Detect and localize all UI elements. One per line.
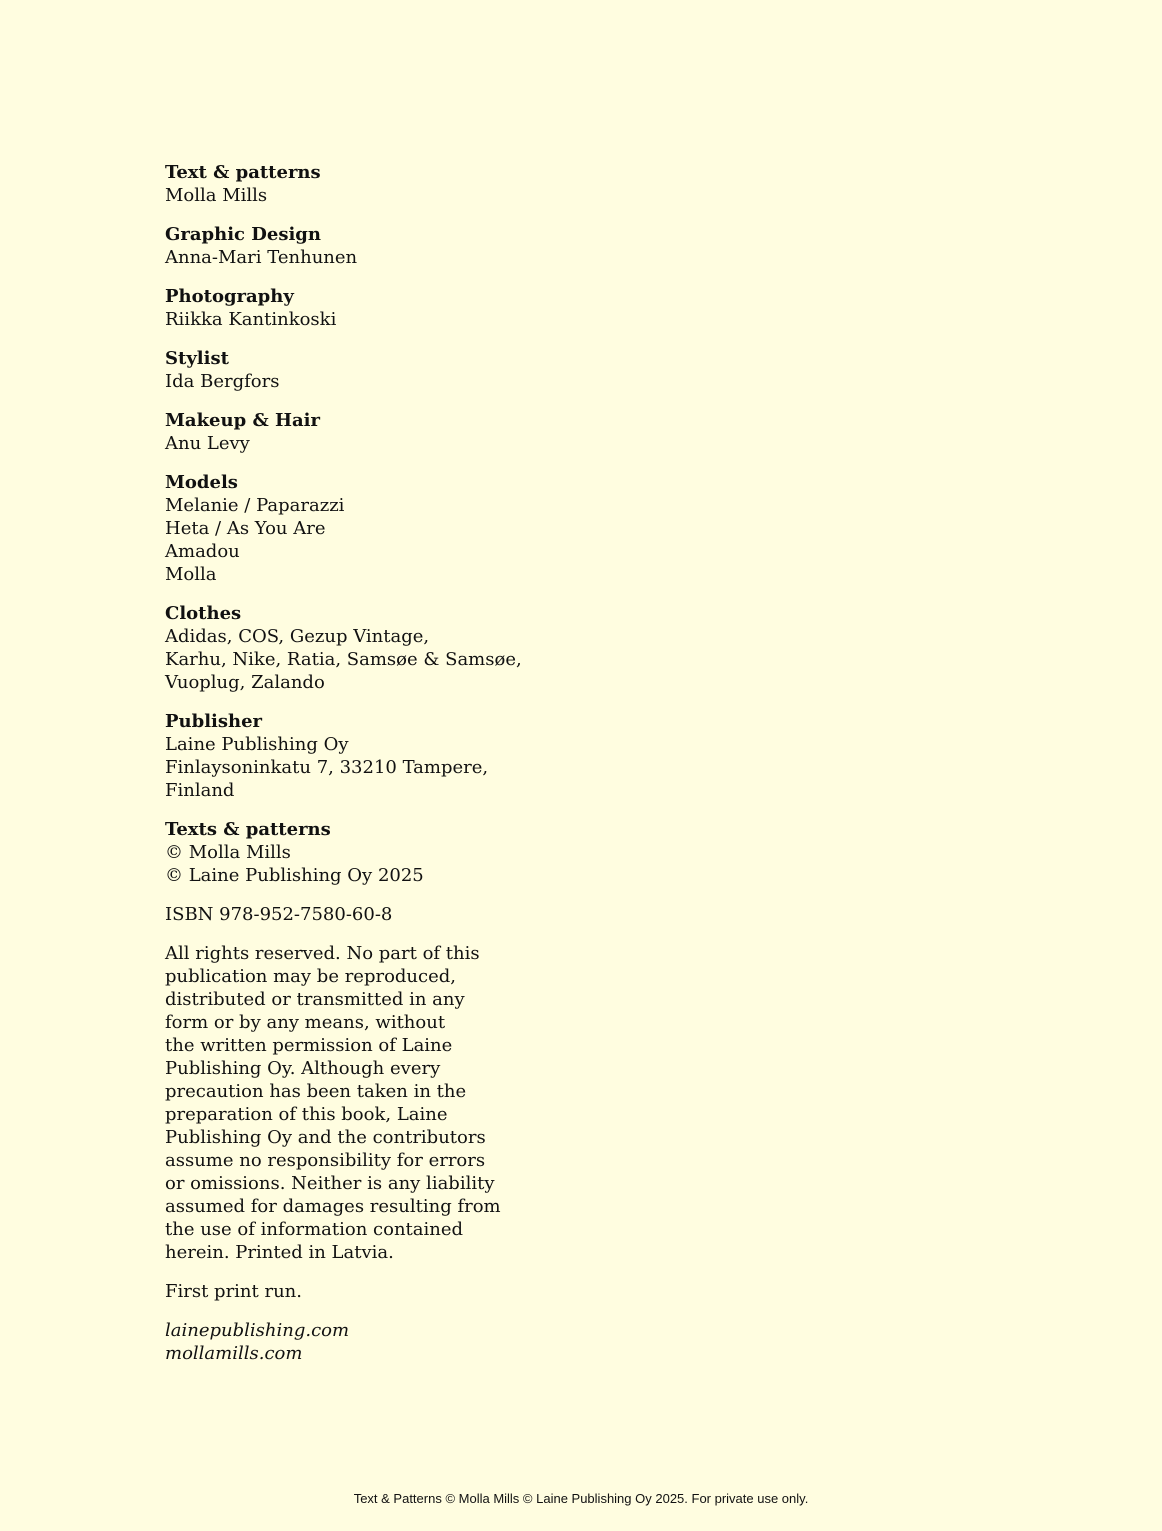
- credit-heading: Models: [165, 472, 238, 493]
- credit-models: [165, 471, 525, 586]
- isbn: ISBN 978-952-7580-60-8: [165, 904, 393, 925]
- credit-line: Molla: [165, 564, 217, 585]
- rights-line: Publishing Oy and the contributors: [165, 1127, 486, 1148]
- credit-line: Finland: [165, 780, 235, 801]
- credit-text-patterns: [165, 161, 525, 207]
- author-website-link[interactable]: mollamills.com: [165, 1343, 303, 1364]
- credit-heading: Photography: [165, 286, 294, 307]
- publisher-website-link[interactable]: lainepublishing.com: [165, 1320, 350, 1341]
- credit-line: Finlaysoninkatu 7, 33210 Tampere,: [165, 757, 489, 778]
- credit-line: Riikka Kantinkoski: [165, 309, 337, 330]
- credit-line: Heta / As You Are: [165, 518, 326, 539]
- rights-line: herein. Printed in Latvia.: [165, 1242, 394, 1263]
- credit-heading: Texts & patterns: [165, 819, 331, 840]
- credit-heading: Stylist: [165, 348, 229, 369]
- rights-line: the written permission of Laine: [165, 1035, 453, 1056]
- credit-line: Anu Levy: [165, 433, 250, 454]
- print-run: First print run.: [165, 1281, 302, 1302]
- credit-heading: Clothes: [165, 603, 242, 624]
- credit-line: © Molla Mills: [165, 842, 291, 863]
- credit-line: © Laine Publishing Oy 2025: [165, 865, 424, 886]
- credit-heading: Text & patterns: [165, 162, 321, 183]
- rights-notice: [165, 942, 525, 1264]
- rights-line: precaution has been taken in the: [165, 1081, 467, 1102]
- credit-makeup-hair: [165, 409, 525, 455]
- credit-stylist: [165, 347, 525, 393]
- rights-line: distributed or transmitted in any: [165, 989, 465, 1010]
- credit-graphic-design: [165, 223, 525, 269]
- rights-line: assume no responsibility for errors: [165, 1150, 486, 1171]
- credit-line: Anna-Mari Tenhunen: [165, 247, 358, 268]
- rights-line: form or by any means, without: [165, 1012, 446, 1033]
- credit-heading: Graphic Design: [165, 224, 321, 245]
- credit-line: Laine Publishing Oy: [165, 734, 349, 755]
- credit-line: Ida Bergfors: [165, 371, 280, 392]
- credit-heading: Publisher: [165, 711, 263, 732]
- credit-line: Karhu, Nike, Ratia, Samsøe & Samsøe,: [165, 649, 522, 670]
- credit-clothes: [165, 602, 525, 694]
- credit-line: Melanie / Paparazzi: [165, 495, 345, 516]
- credit-heading: Makeup & Hair: [165, 410, 320, 431]
- credits-column: [165, 161, 525, 1365]
- credit-publisher: [165, 710, 525, 802]
- rights-line: assumed for damages resulting from: [165, 1196, 501, 1217]
- credit-line: Molla Mills: [165, 185, 268, 206]
- credit-line: Adidas, COS, Gezup Vintage,: [165, 626, 430, 647]
- rights-line: Publishing Oy. Although every: [165, 1058, 441, 1079]
- credit-line: Vuoplug, Zalando: [165, 672, 325, 693]
- rights-line: publication may be reproduced,: [165, 966, 457, 987]
- page-footer: Text & Patterns © Molla Mills © Laine Publishing Oy 2025. For private use only.: [353, 1491, 809, 1506]
- rights-line: preparation of this book, Laine: [165, 1104, 448, 1125]
- website-links: [165, 1319, 525, 1365]
- credit-line: Amadou: [165, 541, 240, 562]
- credit-photography: [165, 285, 525, 331]
- rights-line: All rights reserved. No part of this: [165, 943, 480, 964]
- rights-line: or omissions. Neither is any liability: [165, 1173, 495, 1194]
- rights-line: the use of information contained: [165, 1219, 464, 1240]
- credit-copyright: [165, 818, 525, 887]
